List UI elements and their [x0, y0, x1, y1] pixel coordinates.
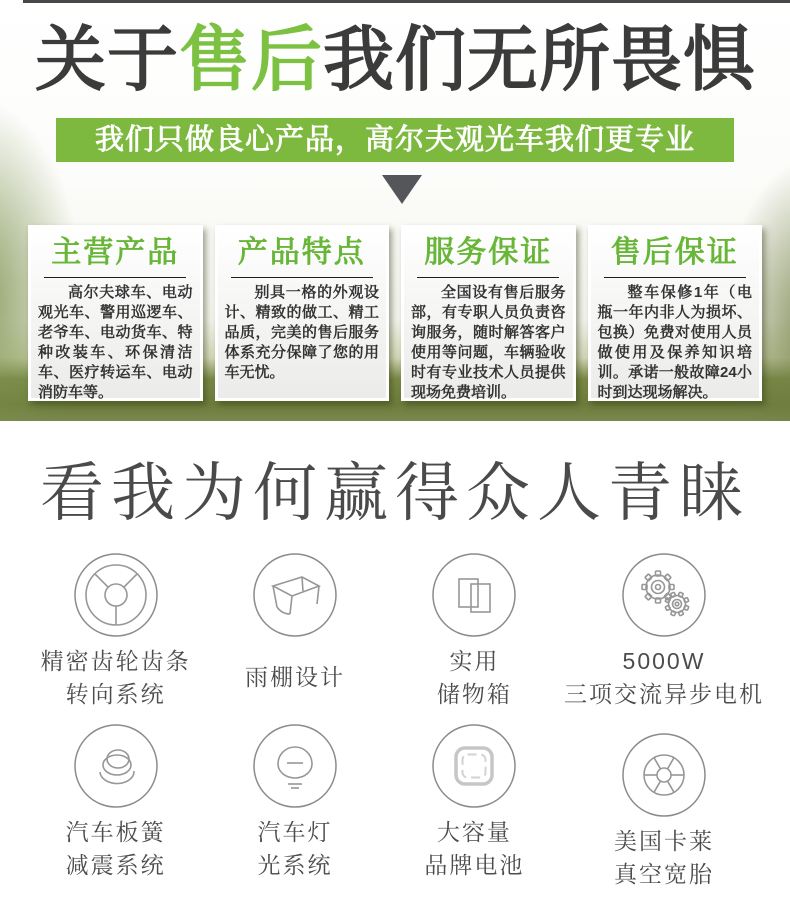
feature-label: 汽车板簧 减震系统: [65, 818, 166, 878]
card-main-products: [28, 225, 203, 401]
features-section: [0, 421, 790, 894]
card-product-features: [215, 225, 390, 401]
feature-label: 美国卡莱 真空宽胎: [613, 827, 714, 887]
feature-motor: [564, 551, 764, 714]
card-title-underline: [604, 277, 746, 278]
page-title: [0, 0, 790, 98]
feature-canopy-design: [205, 551, 384, 714]
feature-light-system: [205, 722, 384, 894]
card-title-underline: [231, 277, 373, 278]
info-cards: [0, 225, 790, 401]
page-title-suffix: 我们无所畏惧: [323, 21, 756, 100]
feature-label: 精密齿轮齿条 转向系统: [40, 647, 191, 707]
storage-box-icon: [430, 551, 518, 639]
card-title-underline: [44, 277, 186, 278]
feature-steering-system: [26, 551, 205, 714]
card-aftersales-guarantee: [588, 225, 763, 401]
feature-label: 5000W 三项交流异步电机: [563, 647, 764, 707]
feature-battery: [385, 722, 564, 894]
card-body: 全国设有售后服务部，有专职人员负责咨询服务，随时解答客户使用等问题，车辆验收时有专业技术人员提供现场免费培训。: [411, 284, 566, 402]
feature-label: 大容量 品牌电池: [424, 818, 525, 878]
card-body: 高尔夫球车、电动观光车、警用巡逻车、老爷车、电动货车、特种改装车、环保清洁车、医疗转运车、电动消防车等。: [38, 284, 193, 402]
feature-label: 实用 储物箱: [436, 647, 512, 707]
card-service-guarantee: [401, 225, 576, 401]
card-title: 产品特点: [237, 236, 366, 270]
card-title-underline: [417, 277, 559, 278]
feature-label: 雨棚设计: [244, 664, 345, 691]
arrow-down-icon: [382, 175, 422, 204]
gears-icon: [620, 551, 708, 639]
feature-label: 汽车灯 光系统: [257, 818, 333, 878]
card-title: 售后保证: [610, 236, 739, 270]
card-body: 别具一格的外观设计、精致的做工、精工品质，完美的售后服务体系充分保障了您的用车无忧。: [224, 284, 379, 382]
battery-icon: [430, 722, 518, 810]
tire-icon: [620, 731, 708, 819]
steering-wheel-icon: [72, 551, 160, 639]
features-grid: [0, 551, 790, 894]
canopy-icon: [251, 551, 339, 639]
hero-section: [0, 0, 790, 421]
card-body: 整车保修1年（电瓶一年内非人为损坏、包换）免费对使用人员做使用及保养知识培训。承诺一般故障24小时到达现场解决。: [597, 284, 752, 402]
card-title: 主营产品: [51, 236, 180, 270]
page-title-highlight: 售后: [178, 21, 323, 100]
page-title-prefix: 关于: [34, 21, 179, 100]
card-title: 服务保证: [424, 236, 553, 270]
bulb-icon: [251, 722, 339, 810]
spring-icon: [72, 722, 160, 810]
slogan-banner: 我们只做良心产品，高尔夫观光车我们更专业: [56, 118, 734, 162]
feature-storage-box: [385, 551, 564, 714]
features-title: 看我为何赢得众人青睐: [40, 457, 750, 529]
feature-leaf-spring: [26, 722, 205, 894]
feature-vacuum-tire: [564, 731, 764, 894]
top-divider-bar: [23, 0, 790, 3]
